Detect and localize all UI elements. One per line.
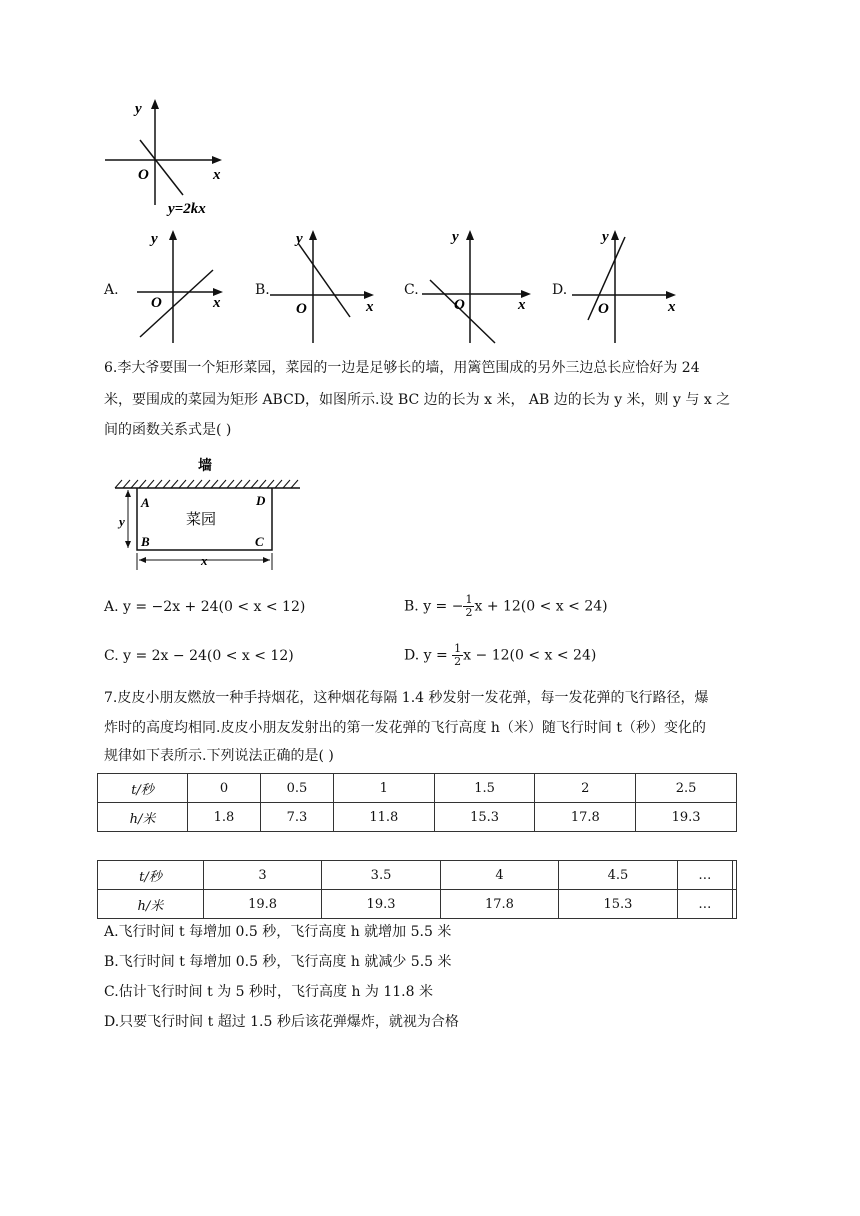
graph-label: x xyxy=(668,299,676,315)
table-cell: t/秒 xyxy=(98,861,204,890)
table-cell: 15.3 xyxy=(559,890,677,919)
q6-option-b: B. y = − $\frac{1}{2}$ x + 12(0 < x < 24) xyxy=(404,593,608,619)
graph-label: y xyxy=(452,229,459,245)
graph-label: A xyxy=(141,495,150,510)
graph-label: y xyxy=(602,229,609,245)
q7-option-c: C.估计飞行时间 t 为 5 秒时，飞行高度 h 为 11.8 米 xyxy=(104,984,433,1000)
q5-option-d-label: D. xyxy=(552,282,568,298)
q5-option-a-graph xyxy=(125,225,235,350)
q5-main-graph xyxy=(100,95,240,225)
q7-option-d: D.只要飞行时间 t 超过 1.5 秒后该花弹爆炸，就视为合格 xyxy=(104,1014,459,1030)
table-cell: h/米 xyxy=(98,890,204,919)
table-cell: 17.8 xyxy=(440,890,558,919)
table-cell: h/米 xyxy=(98,803,188,832)
graph-label: y xyxy=(119,514,125,529)
table-cell: 17.8 xyxy=(535,803,636,832)
table-cell: 1 xyxy=(333,774,434,803)
q5-main-origin: O xyxy=(138,167,149,183)
graph-label: x xyxy=(201,553,208,568)
q6-option-a: A. y = −2x + 24(0 < x < 12) xyxy=(104,599,306,615)
q6-line-3: 间的函数关系式是( ) xyxy=(104,422,232,438)
graph-label: 墙 xyxy=(198,459,212,474)
table-cell: 1.8 xyxy=(188,803,261,832)
graph-label: C xyxy=(255,534,264,549)
q7-line-3: 规律如下表所示.下列说法正确的是( ) xyxy=(104,748,334,764)
table-cell: … xyxy=(677,861,732,890)
q5-option-c-graph xyxy=(420,225,535,350)
graph-label: O xyxy=(454,297,465,313)
q5-main-y-label: y xyxy=(135,101,142,117)
table-cell: 2 xyxy=(535,774,636,803)
table-row xyxy=(98,774,737,803)
table-cell: 19.8 xyxy=(203,890,321,919)
graph-label: 菜园 xyxy=(186,512,217,528)
q7-option-b: B.飞行时间 t 每增加 0.5 秒，飞行高度 h 就减少 5.5 米 xyxy=(104,954,452,970)
q6-option-d: D. y = $\frac{1}{2}$ x − 12(0 < x < 24) xyxy=(404,642,597,668)
q5-main-x-label: x xyxy=(213,167,221,183)
table-cell xyxy=(733,861,737,890)
table-cell: 4.5 xyxy=(559,861,677,890)
q5-option-c-label: C. xyxy=(404,282,419,298)
q6-option-c: C. y = 2x − 24(0 < x < 12) xyxy=(104,648,294,664)
table-row xyxy=(98,861,737,890)
q5-main-caption: y=2kx xyxy=(168,201,206,217)
graph-label: O xyxy=(151,295,162,311)
q7-table-2 xyxy=(97,860,737,919)
q7-table-1 xyxy=(97,773,737,832)
table-cell: 19.3 xyxy=(322,890,440,919)
q7-line-1: 7.皮皮小朋友燃放一种手持烟花，这种烟花每隔 1.4 秒发射一发花弹，每一发花弹的飞行路径，爆 xyxy=(104,690,709,706)
graph-label: B xyxy=(141,534,150,549)
graph-label: D xyxy=(256,493,266,508)
graph-label: y xyxy=(151,231,158,247)
table-cell: 11.8 xyxy=(333,803,434,832)
table-cell: 0 xyxy=(188,774,261,803)
table-cell: 1.5 xyxy=(434,774,535,803)
table-cell: t/秒 xyxy=(98,774,188,803)
q6-garden-figure xyxy=(110,450,305,575)
table-cell: 2.5 xyxy=(636,774,737,803)
graph-label: x xyxy=(213,295,221,311)
table-row xyxy=(98,803,737,832)
q6-line-1: 6.李大爷要围一个矩形菜园，菜园的一边是足够长的墙，用篱笆围成的另外三边总长应恰好为 24 xyxy=(104,360,700,376)
graph-label: O xyxy=(598,301,609,317)
graph-label: x xyxy=(518,297,526,313)
table-cell: 15.3 xyxy=(434,803,535,832)
graph-label: y xyxy=(296,231,303,247)
table-cell: 3 xyxy=(203,861,321,890)
q5-option-b-label: B. xyxy=(255,282,270,298)
table-cell: … xyxy=(677,890,732,919)
table-cell: 4 xyxy=(440,861,558,890)
q6-line-2: 米，要围成的菜园为矩形 ABCD，如图所示.设 BC 边的长为 x 米， AB 边的长为 y 米，则 y 与 x 之 xyxy=(104,392,731,408)
table-cell xyxy=(733,890,737,919)
table-cell: 0.5 xyxy=(260,774,333,803)
graph-label: x xyxy=(366,299,374,315)
table-cell: 7.3 xyxy=(260,803,333,832)
q7-line-2: 炸时的高度均相同.皮皮小朋友发射出的第一发花弹的飞行高度 h（米）随飞行时间 t（秒）变化的 xyxy=(104,720,706,736)
q6-option-d-fraction: $\frac{1}{2}$ xyxy=(454,642,462,668)
table-cell: 3.5 xyxy=(322,861,440,890)
table-row xyxy=(98,890,737,919)
q5-option-b-graph xyxy=(268,225,383,350)
q5-option-a-label: A. xyxy=(104,282,119,298)
table-cell: 19.3 xyxy=(636,803,737,832)
graph-label: O xyxy=(296,301,307,317)
q6-option-b-fraction: $\frac{1}{2}$ xyxy=(465,593,473,619)
q5-option-d-graph xyxy=(570,225,685,350)
q7-option-a: A.飞行时间 t 每增加 0.5 秒，飞行高度 h 就增加 5.5 米 xyxy=(104,924,452,940)
